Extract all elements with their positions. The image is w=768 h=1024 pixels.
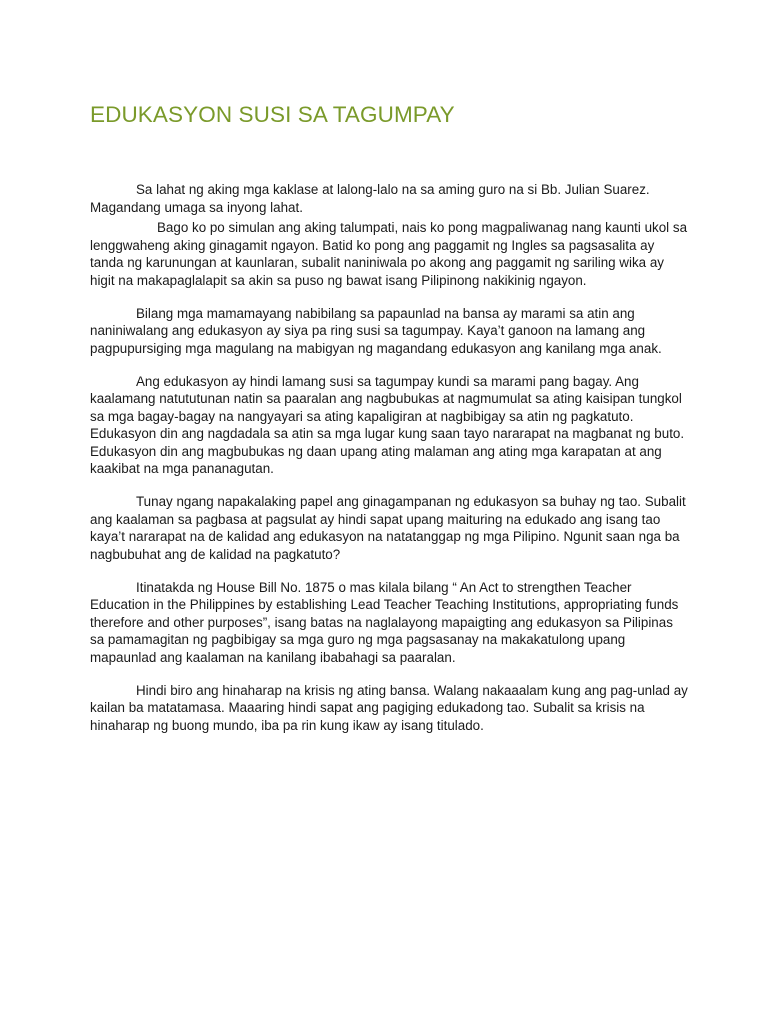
document-body — [90, 181, 690, 750]
document-title: EDUKASYON SUSI SA TAGUMPAY — [90, 102, 455, 127]
paragraph-greeting: Sa lahat ng aking mga kaklase at lalong-lalo na sa aming guro na si Bb. Julian Suarez. Magandang umaga sa inyong lahat. — [90, 182, 650, 215]
paragraph-quality-education: Tunay ngang napakalaking papel ang ginagampanan ng edukasyon sa buhay ng tao. Subalit ang kaalaman sa pagbasa at pagsulat ay hindi sapat upang maituring na edukado ang isang tao kaya’t nararapat na de kalidad ang edukasyon na natatanggap ng mga Pilipino. Ngunit saan nga ba nagbubuhat ang de kalidad na pagkatuto? — [90, 494, 686, 562]
paragraph-education-key: Bilang mga mamamayang nabibilang sa papaunlad na bansa ay marami sa atin ang naniniwalang ang edukasyon ay siya pa ring susi sa tagumpay. Kaya’t ganoon na lamang ang pagpupursiging mga magulang na mabigyan ng magandang edukasyon ang kanilang mga anak. — [90, 305, 662, 356]
paragraph-introduction: Bago ko po simulan ang aking talumpati, nais ko pong magpaliwanag nang kaunti ukol sa lenggwaheng aking ginagamit ngayon. Batid ko pong ang paggamit ng Ingles sa pagsasalita ay tanda ng karunungan at kaunlaran, subalit naniniwala po akong ang paggamit ng sariling wika ay higit na makapaglalapit sa akin sa puso ng bawat isang Pilipinong nakikinig ngayon. — [90, 220, 688, 288]
paragraph-conclusion: Hindi biro ang hinaharap na krisis ng ating bansa. Walang nakaaalam kung ang pag-unlad ay kailan ba matatamasa. Maaaring hindi sapat ang pagiging edukadong tao. Subalit sa krisis na hinaharap ng buong mundo, iba pa rin kung ikaw ay isang titulado. — [90, 682, 688, 733]
paragraph-house-bill: Itinatakda ng House Bill No. 1875 o mas kilala bilang “ An Act to strengthen Teacher Education in the Philippines by establishing Lead Teacher Teaching Institutions, appropriating funds therefore and other purposes”, isang batas na naglalayong mapaigting ang edukasyon sa Pilipinas sa pamamagitan ng pagbibigay sa mga guro ng mga pagsasanay na makakatulong upang mapaunlad ang kaalaman na kanilang ibabahagi sa paaralan. — [90, 579, 679, 665]
paragraph-education-benefits: Ang edukasyon ay hindi lamang susi sa tagumpay kundi sa marami pang bagay. Ang kaalamang natututunan natin sa paaralan ang nagbubukas at nagmumulat sa ating kaisipan tungkol sa mga bagay-bagay na nangyayari sa ating kapaligiran at nagbibigay sa atin ng pagkatuto. Edukasyon din ang nagdadala sa atin sa mga lugar kung saan tayo nararapat na magbanat ng buto. Edukasyon din ang magbubukas ng daan upang ating malaman ang ating mga karapatan at ang kaakibat na mga pananagutan. — [90, 373, 685, 476]
